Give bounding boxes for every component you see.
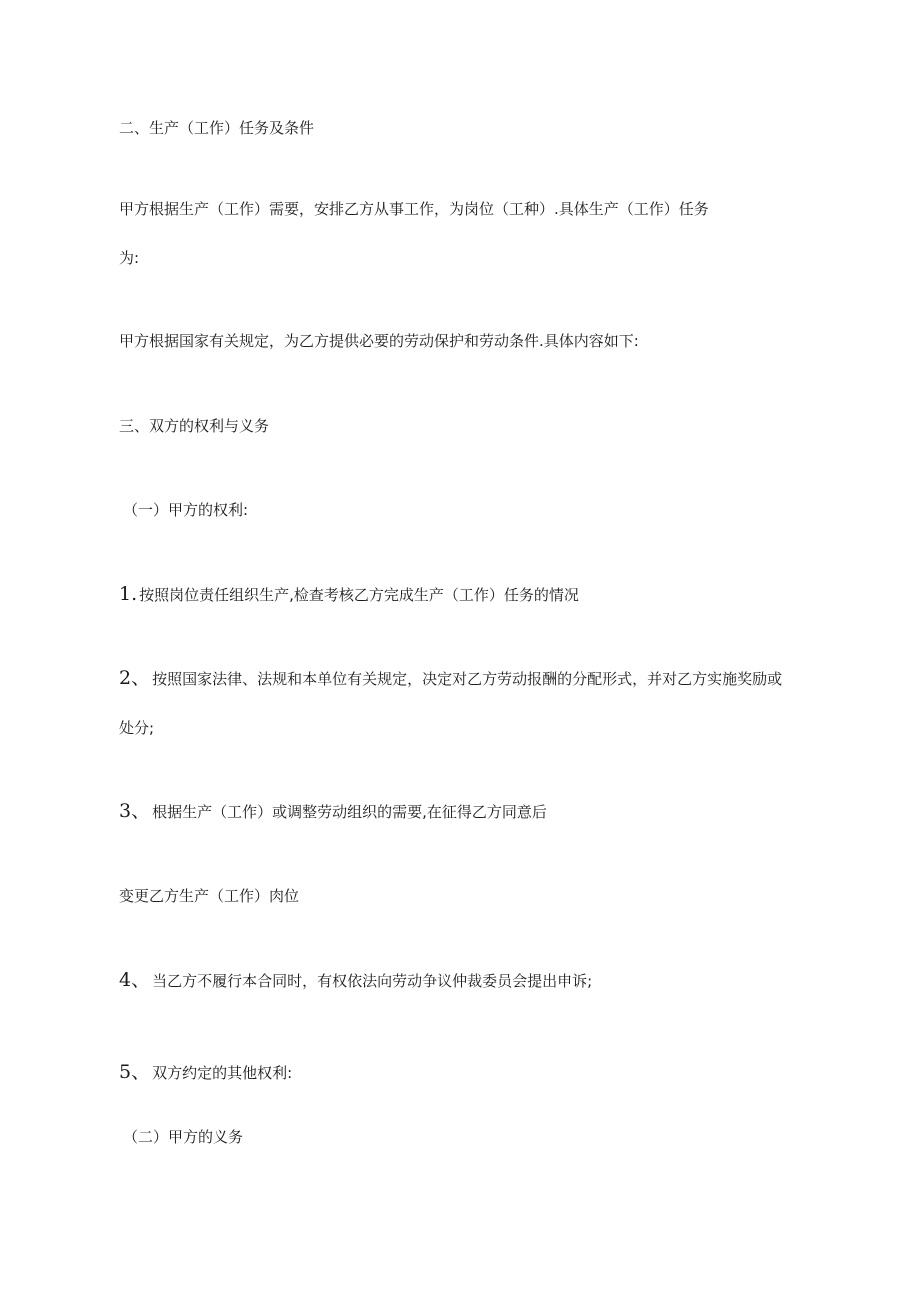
list-item-5: [119, 1062, 292, 1083]
list-item-number: 5、: [119, 1061, 151, 1083]
list-item-number: 2、: [119, 667, 151, 689]
paragraph-task-line-1: 甲方根据生产（工作）需要，安排乙方从事工作，为岗位（工种）.具体生产（工作）任务: [119, 200, 709, 218]
list-item-text: 当乙方不履行本合同时，有权依法向劳动争议仲裁委员会提出申诉;: [152, 972, 593, 990]
list-item-number: 1.: [119, 583, 138, 605]
section-heading-2: 二、生产（工作）任务及条件: [119, 119, 315, 137]
list-item-3: [119, 801, 547, 822]
paragraph-conditions: 甲方根据国家有关规定，为乙方提供必要的劳动保护和劳动条件.具体内容如下:: [119, 332, 639, 350]
list-item-text: 按照国家法律、法规和本单位有关规定，决定对乙方劳动报酬的分配形式，并对乙方实施奖励或: [152, 670, 783, 688]
list-item-4: [119, 970, 592, 991]
list-item-text: 根据生产（工作）或调整劳动组织的需要,在征得乙方同意后: [152, 803, 547, 821]
list-item-2: [119, 668, 782, 689]
list-item-1: [119, 584, 579, 605]
list-item-number: 3、: [119, 800, 151, 822]
list-item-text: 双方约定的其他权利:: [152, 1064, 293, 1082]
subsection-heading-obligations: （二）甲方的义务: [123, 1128, 244, 1146]
subsection-heading-rights: （一）甲方的权利:: [123, 501, 249, 519]
list-item-text: 按照岗位责任组织生产,检查考核乙方完成生产（工作）任务的情况: [139, 586, 579, 604]
list-item-number: 4、: [119, 969, 151, 991]
paragraph-task-line-2: 为:: [119, 249, 140, 267]
list-item-2-continuation: 处分;: [119, 719, 155, 737]
list-item-3-continuation: 变更乙方生产（工作）肉位: [119, 887, 300, 905]
section-heading-3: 三、双方的权利与义务: [119, 417, 270, 435]
